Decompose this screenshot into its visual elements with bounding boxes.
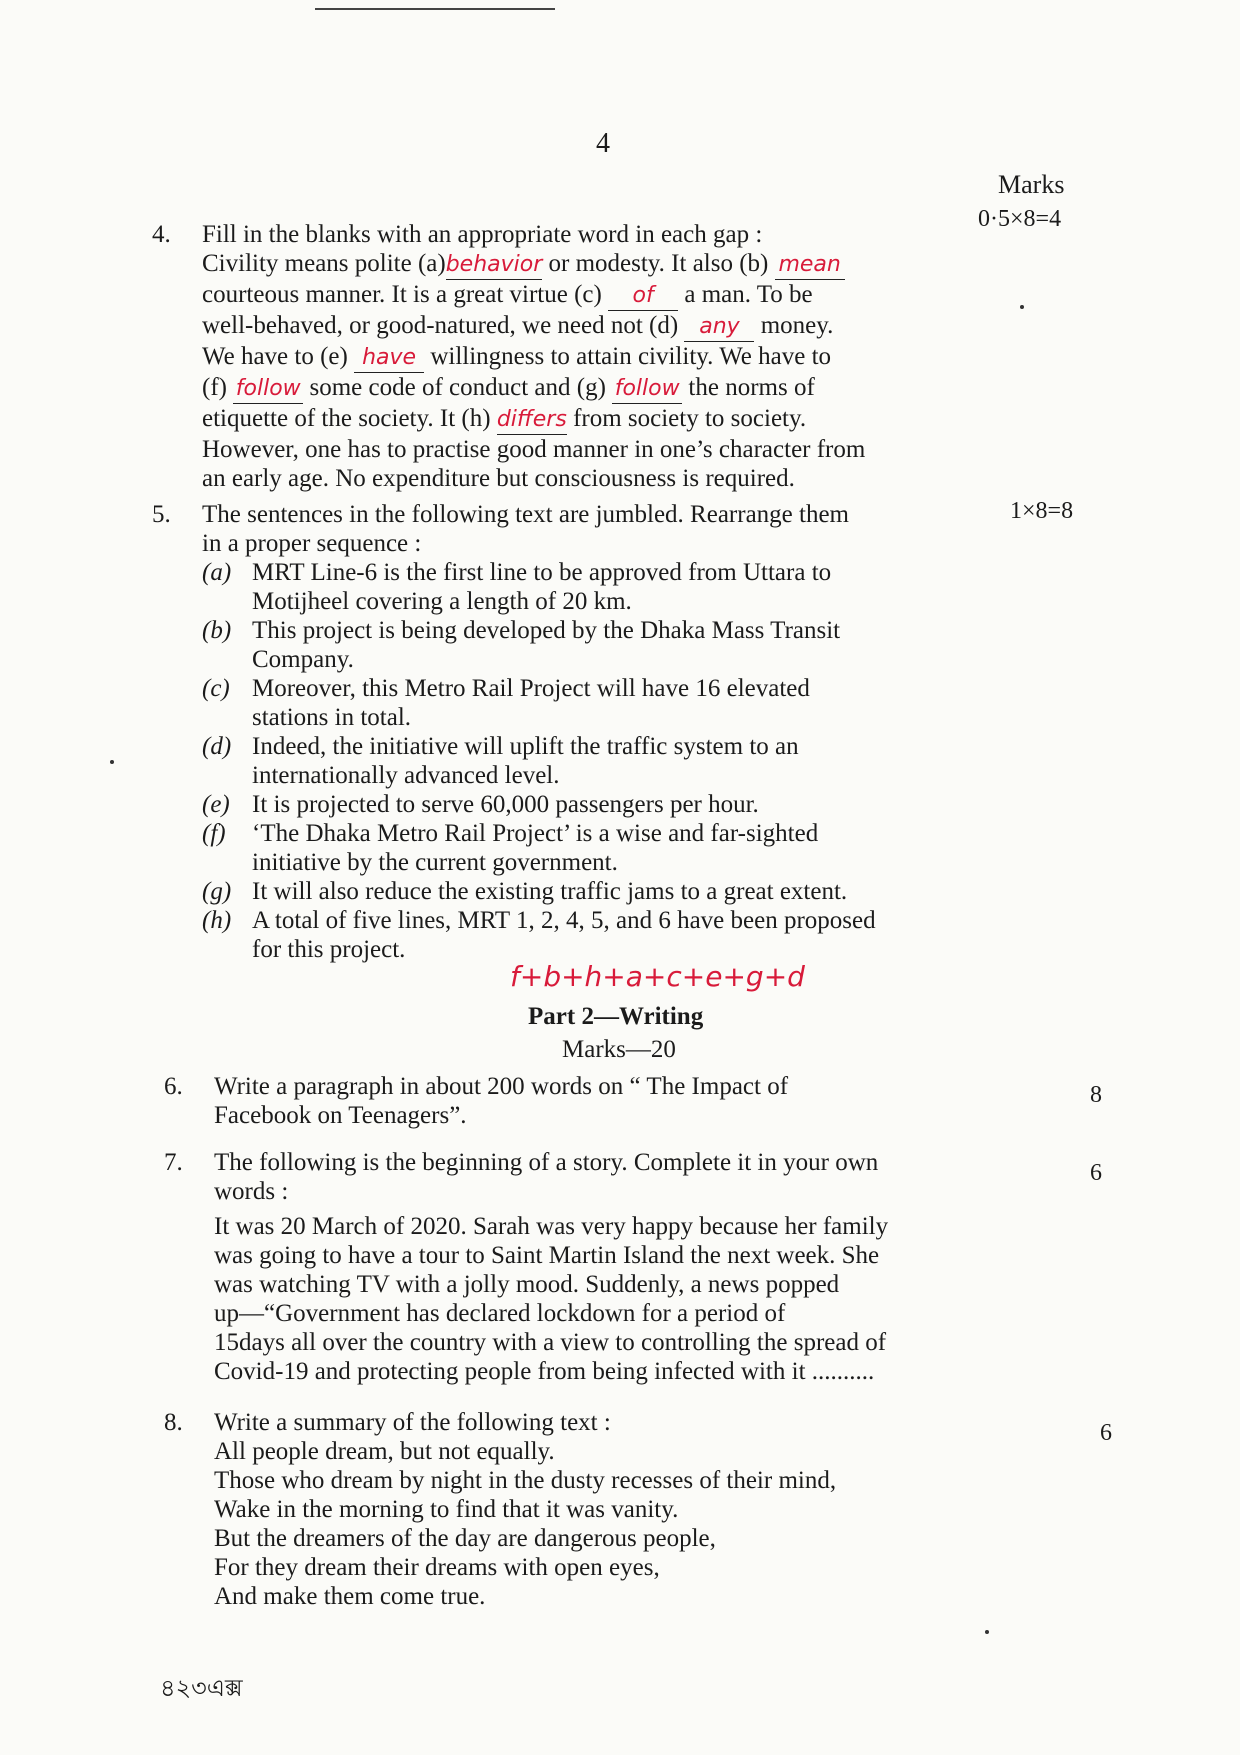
sentence-a: (a) MRT Line-6 is the first line to be approved from Uttara to Motijheel covering a length of 20 km. [202, 559, 832, 615]
q4-line-5: (f) follow some code of conduct and (g) follow the norms of [202, 373, 952, 404]
poem-line: But the dreamers of the day are dangerous people, [214, 1525, 716, 1552]
q5-instruction-2: in a proper sequence : [202, 530, 422, 557]
handwritten-answer-h: differs [497, 405, 567, 435]
question-number: 5. [152, 501, 171, 528]
question-number: 4. [152, 221, 171, 248]
q4-line-1: Civility means polite (a)behavior or modesty. It also (b) mean [202, 249, 952, 280]
q4-line-7: However, one has to practise good manner in one’s character from [202, 436, 866, 463]
poem-line: Those who dream by night in the dusty recesses of their mind, [214, 1467, 837, 1494]
q4-instruction: Fill in the blanks with an appropriate word in each gap : [202, 221, 763, 248]
q5-marks: 1×8=8 [1010, 498, 1074, 524]
question-number: 8. [164, 1409, 183, 1436]
marks-heading: Marks [998, 170, 1065, 199]
sentence-c: (c) Moreover, this Metro Rail Project will have 16 elevated stations in total. [202, 675, 810, 731]
q8-instruction: Write a summary of the following text : [214, 1409, 611, 1436]
sentence-b: (b) This project is being developed by the Dhaka Mass Transit Company. [202, 617, 841, 673]
story-line: was watching TV with a jolly mood. Suddenly, a news popped [214, 1271, 840, 1298]
q4-line-2: courteous manner. It is a great virtue (c) of a man. To be [202, 280, 952, 311]
part-2-marks: Marks—20 [562, 1036, 676, 1063]
q6-marks: 8 [1090, 1082, 1102, 1108]
q6-text-1: Write a paragraph in about 200 words on “ The Impact of [214, 1073, 789, 1100]
q8-marks: 6 [1100, 1420, 1112, 1446]
sentence-d: (d) Indeed, the initiative will uplift the traffic system to an internationally advanced level. [202, 733, 799, 789]
q5-instruction-1: The sentences in the following text are jumbled. Rearrange them [202, 501, 849, 528]
page-number: 4 [596, 128, 610, 159]
q4-line-6: etiquette of the society. It (h) differs from society to society. [202, 404, 952, 435]
story-line: up—“Government has declared lockdown for a period of [214, 1300, 786, 1327]
scan-speck [985, 1630, 989, 1634]
q4-line-4: We have to (e) have willingness to attain civility. We have to [202, 342, 952, 373]
poem-line: And make them come true. [214, 1583, 486, 1610]
story-line: It was 20 March of 2020. Sarah was very happy because her family [214, 1213, 889, 1240]
question-number: 6. [164, 1073, 183, 1100]
story-line: Covid-19 and protecting people from being infected with it .......... [214, 1358, 875, 1385]
top-rule [315, 8, 555, 10]
q4-line-3: well-behaved, or good-natured, we need not (d) any money. [202, 311, 952, 342]
sentence-g: (g) It will also reduce the existing traffic jams to a great extent. [202, 878, 848, 905]
handwritten-answer-g: follow [612, 374, 682, 404]
scan-speck [1020, 305, 1024, 309]
handwritten-answer-b: mean [775, 250, 845, 280]
q7-marks: 6 [1090, 1160, 1102, 1186]
sentence-f: (f) ‘The Dhaka Metro Rail Project’ is a wise and far-sighted initiative by the current government. [202, 820, 819, 876]
q6-text-2: Facebook on Teenagers”. [214, 1102, 467, 1129]
handwritten-answer-f: follow [233, 374, 303, 404]
handwritten-answer-e: have [354, 343, 424, 373]
poem-line: All people dream, but not equally. [214, 1438, 555, 1465]
sentence-h: (h) A total of five lines, MRT 1, 2, 4, 5, and 6 have been proposed for this project. [202, 907, 876, 963]
q7-text-1: The following is the beginning of a story. Complete it in your own [214, 1149, 879, 1176]
sentence-e: (e) It is projected to serve 60,000 passengers per hour. [202, 791, 759, 818]
handwritten-answer-c: of [608, 281, 678, 311]
footer-code: ৪২৩এক্স [160, 1674, 243, 1702]
part-2-title: Part 2—Writing [528, 1003, 704, 1030]
handwritten-answer-d: any [684, 312, 754, 342]
poem-line: Wake in the morning to find that it was vanity. [214, 1496, 679, 1523]
scan-speck [110, 760, 114, 764]
story-line: 15days all over the country with a view to controlling the spread of [214, 1329, 887, 1356]
poem-line: For they dream their dreams with open eyes, [214, 1554, 660, 1581]
story-line: was going to have a tour to Saint Martin Island the next week. She [214, 1242, 880, 1269]
handwritten-sequence-answer: f+b+h+a+c+e+g+d [510, 960, 805, 993]
q4-marks: 0·5×8=4 [978, 206, 1062, 232]
q7-text-2: words : [214, 1178, 289, 1205]
handwritten-answer-a: behavior [446, 250, 543, 280]
question-number: 7. [164, 1149, 183, 1176]
q4-line-8: an early age. No expenditure but consciousness is required. [202, 465, 795, 492]
